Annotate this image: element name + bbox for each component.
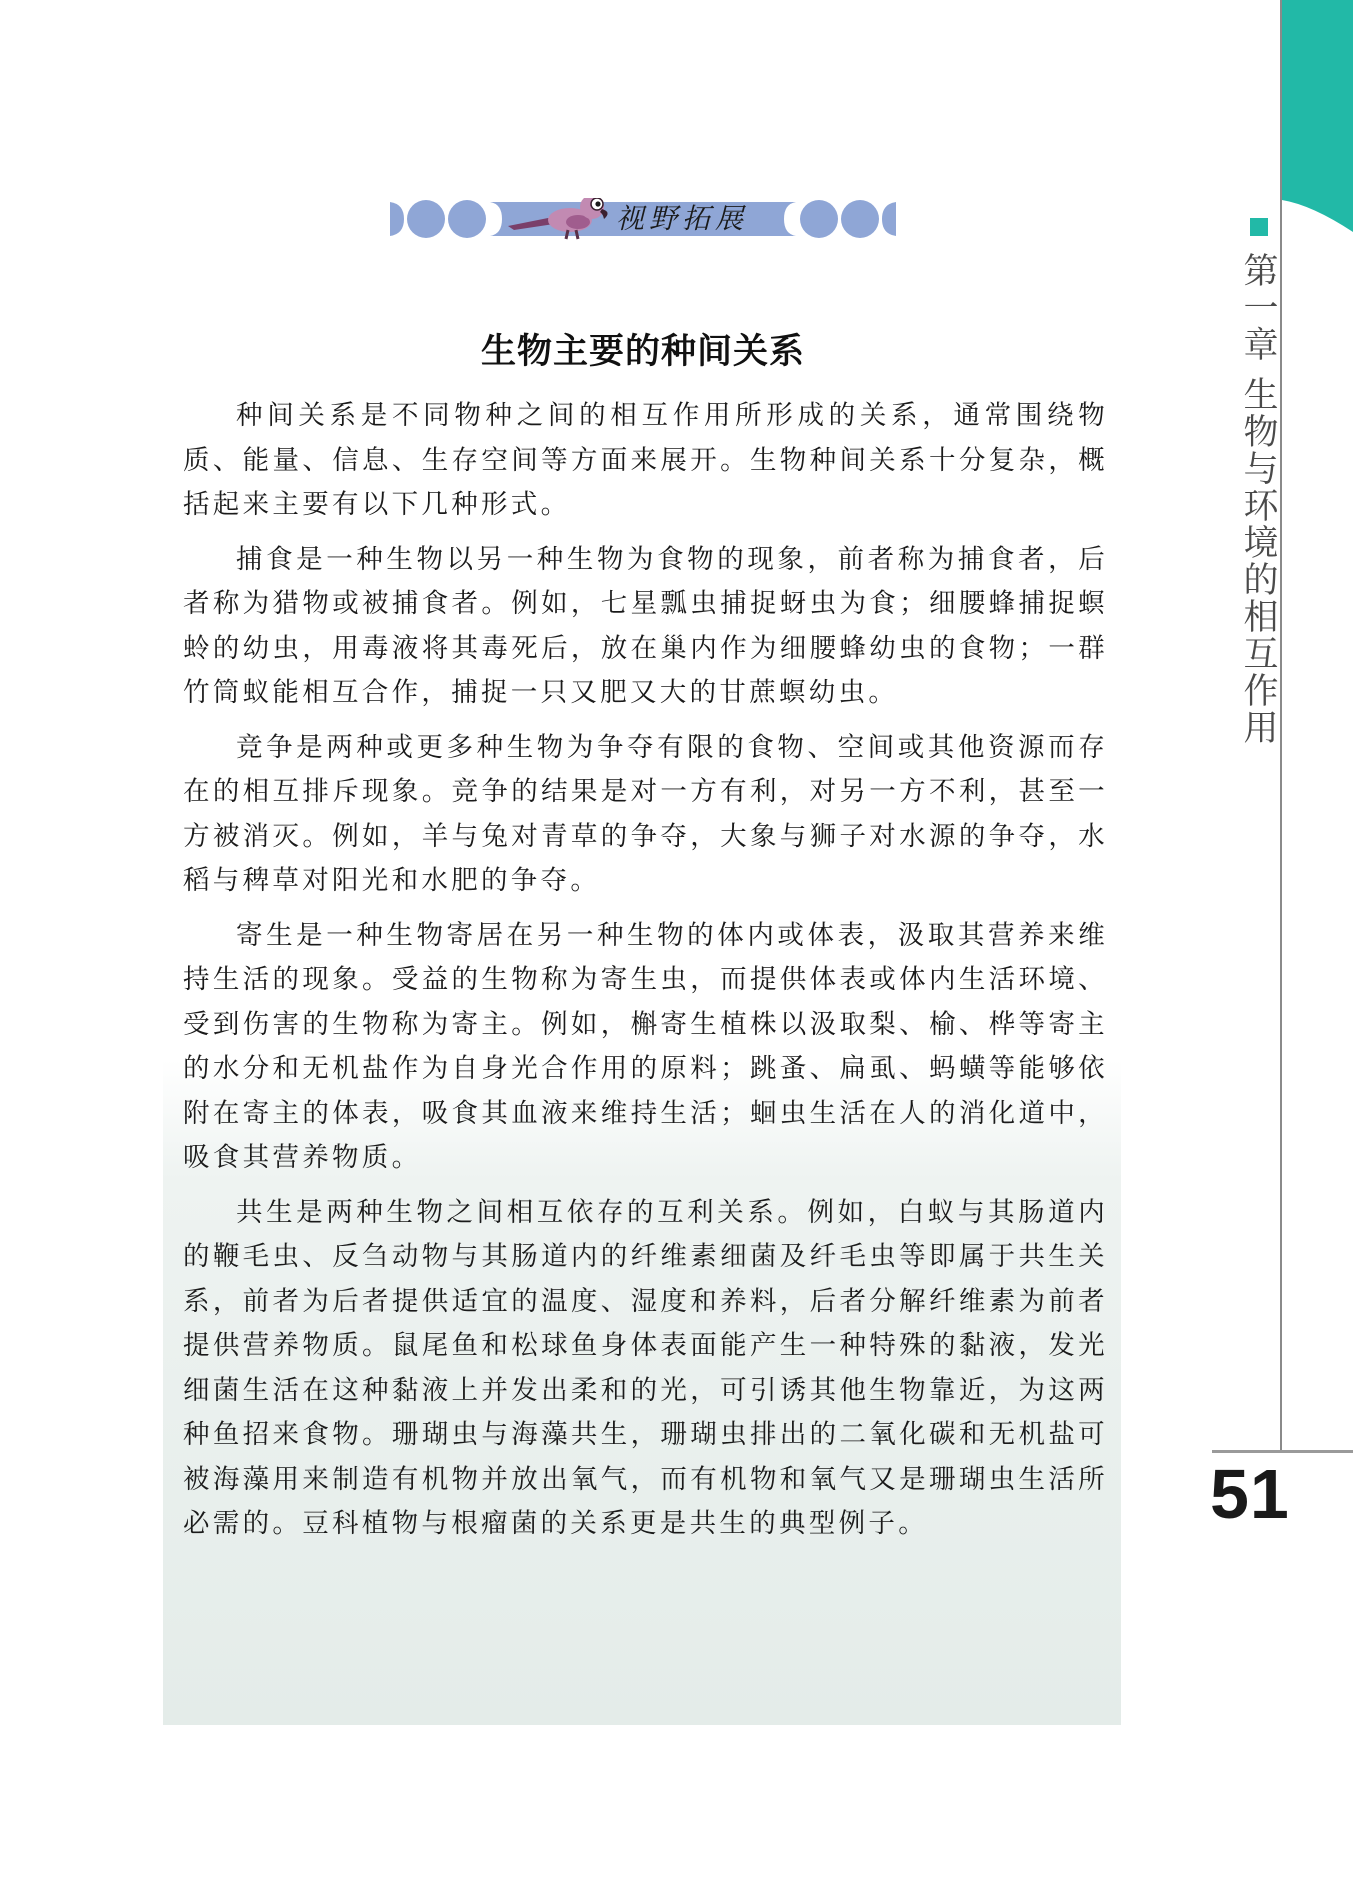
chapter-title: 第一章 生物与环境的相互作用 — [1238, 252, 1278, 747]
paragraph-parasitism: 寄生是一种生物寄居在另一种生物的体内或体表，汲取其营养来维持生活的现象。受益的生物称为寄生虫，而提供体表或体内生活环境、受到伤害的生物称为寄主。例如，槲寄生植株以汲取梨、榆、桦等寄主的水分和无机盐作为自身光合作用的原料；跳蚤、扁虱、蚂蟥等能够依附在寄主的体表，吸食其血液来维持生活；蛔虫生活在人的消化道中，吸食其营养物质。 — [183, 919, 1108, 1173]
paragraph-symbiosis: 共生是两种生物之间相互依存的互利关系。例如，白蚁与其肠道内的鞭毛虫、反刍动物与其肠道内的纤维素细菌及纤毛虫等即属于共生关系，前者为后者提供适宜的温度、湿度和养料，后者分解纤维素为前者提供营养物质。鼠尾鱼和松球鱼身体表面能产生一种特殊的黏液，发光细菌生活在这种黏液上并发出柔和的光，可引诱其他生物靠近，为这两种鱼招来食物。珊瑚虫与海藻共生，珊瑚虫排出的二氧化碳和无机盐可被海藻用来制造有机物并放出氧气，而有机物和氧气又是珊瑚虫生活所必需的。豆科植物与根瘤菌的关系更是共生的典型例子。 — [183, 1196, 1108, 1539]
page-number-divider — [1212, 1450, 1353, 1453]
corner-tab — [1282, 0, 1353, 232]
paragraph-predation: 捕食是一种生物以另一种生物为食物的现象，前者称为捕食者，后者称为猎物或被捕食者。例如，七星瓢虫捕捉蚜虫为食；细腰蜂捕捉螟蛉的幼虫，用毒液将其毒死后，放在巢内作为细腰蜂幼虫的食物；一群竹筒蚁能相互合作，捕捉一只又肥又大的甘蔗螟幼虫。 — [183, 543, 1108, 708]
chapter-marker-icon — [1250, 218, 1268, 236]
article-body — [183, 394, 1108, 1557]
article-title: 生物主要的种间关系 — [480, 331, 805, 373]
page-number: 51 — [1210, 1455, 1290, 1533]
paragraph-intro: 种间关系是不同物种之间的相互作用所形成的关系，通常围绕物质、能量、信息、生存空间等方面来展开。生物种间关系十分复杂，概括起来主要有以下几种形式。 — [183, 400, 1108, 520]
banner-label: 视野拓展 — [616, 202, 749, 235]
paragraph-competition: 竞争是两种或更多种生物为争夺有限的食物、空间或其他资源而存在的相互排斥现象。竞争的结果是对一方有利，对另一方不利，甚至一方被消灭。例如，羊与兔对青草的争夺，大象与狮子对水源的争夺，水稻与稗草对阳光和水肥的争夺。 — [183, 731, 1108, 896]
